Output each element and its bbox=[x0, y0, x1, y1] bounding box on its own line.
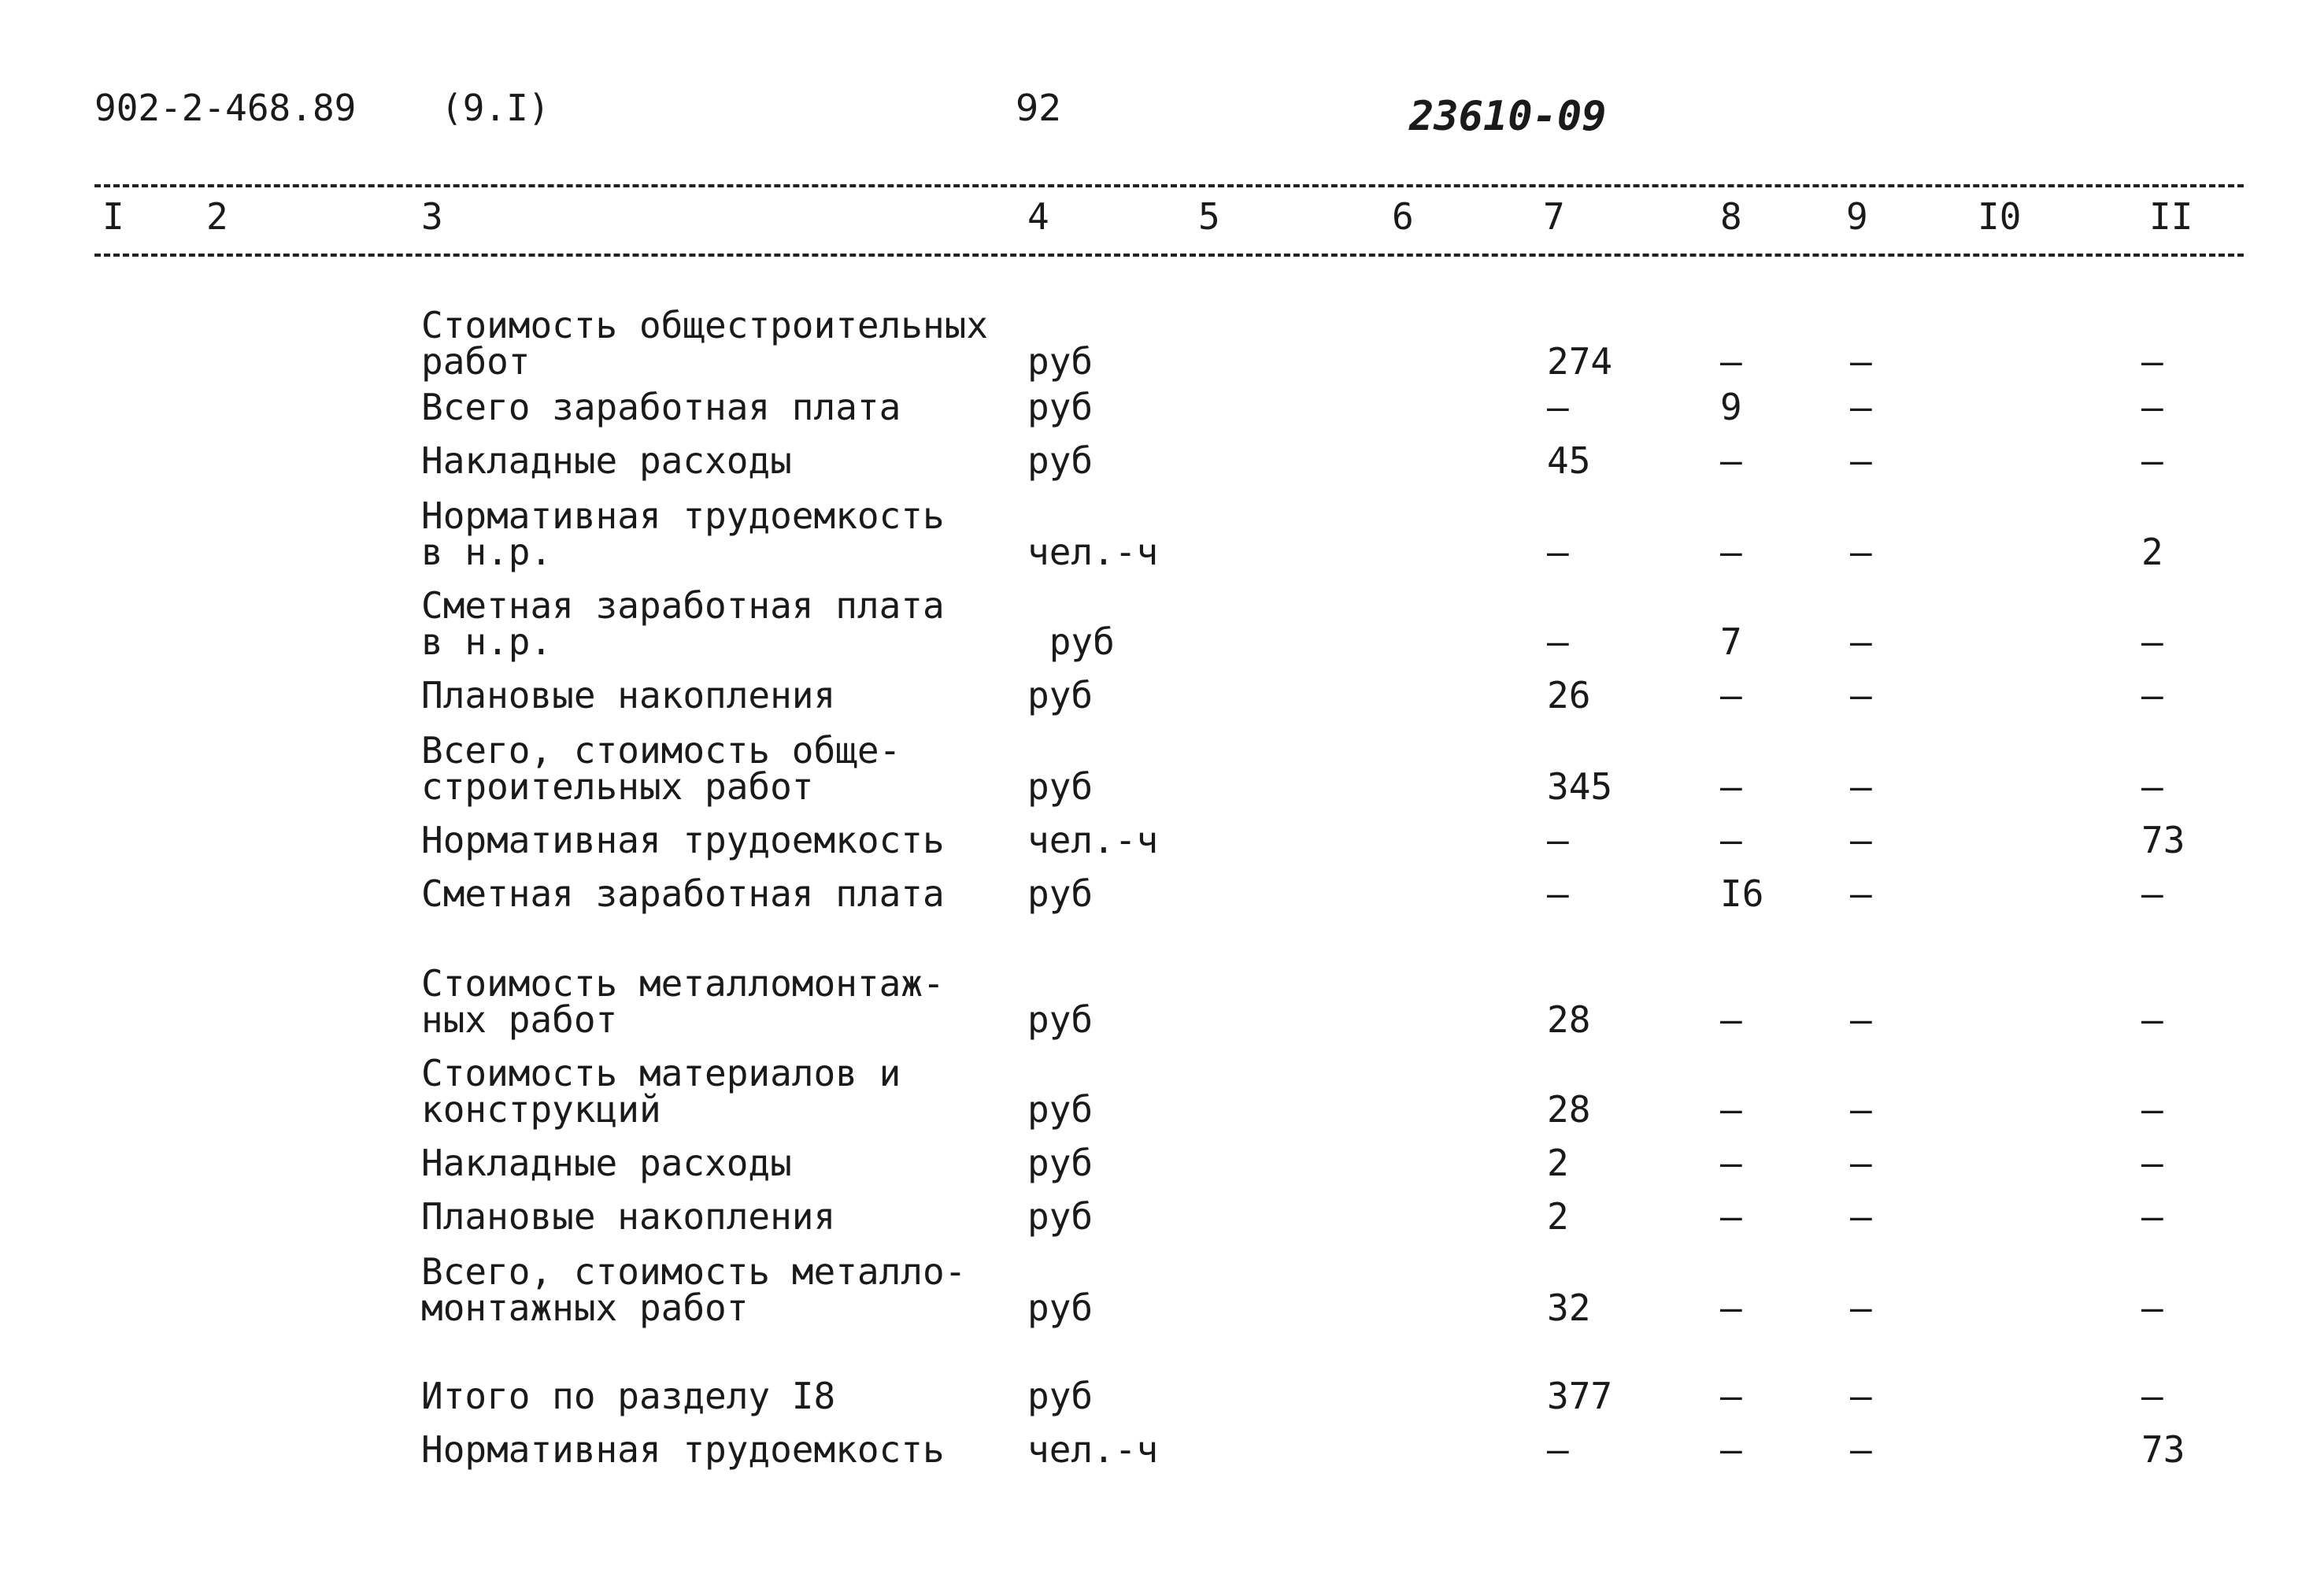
row-cell-c8: – bbox=[1720, 998, 1742, 1041]
row-cell-c11: – bbox=[2141, 340, 2163, 383]
row-cell-c9: – bbox=[1850, 819, 1872, 861]
table-header-rule bbox=[94, 254, 2244, 257]
row-label: Накладные расходы bbox=[421, 1142, 792, 1184]
document-subcode: (9.I) bbox=[441, 87, 550, 129]
row-cell-c4: руб bbox=[1027, 340, 1094, 383]
row-cell-c8: – bbox=[1720, 1195, 1742, 1238]
row-cell-c8: – bbox=[1720, 531, 1742, 573]
row-cell-c8: – bbox=[1720, 1088, 1742, 1131]
row-cell-c8: – bbox=[1720, 765, 1742, 808]
row-cell-c9: – bbox=[1850, 1287, 1872, 1329]
row-cell-c4: руб bbox=[1027, 1195, 1094, 1238]
row-cell-c7: – bbox=[1547, 620, 1569, 663]
row-cell-c7: 2 bbox=[1547, 1195, 1569, 1238]
column-number: 8 bbox=[1720, 195, 1742, 238]
row-label: Стоимость материалов и конструкций bbox=[421, 1052, 901, 1131]
row-cell-c11: – bbox=[2141, 1142, 2163, 1184]
row-cell-c11: – bbox=[2141, 1287, 2163, 1329]
row-label: Нормативная трудоемкость в н.р. bbox=[421, 494, 945, 573]
row-cell-c9: – bbox=[1850, 439, 1872, 482]
row-cell-c9: – bbox=[1850, 765, 1872, 808]
row-cell-c11: 73 bbox=[2141, 819, 2185, 861]
row-cell-c11: – bbox=[2141, 620, 2163, 663]
column-number: 5 bbox=[1198, 195, 1220, 238]
row-cell-c4: руб bbox=[1027, 1287, 1094, 1329]
row-cell-c7: – bbox=[1547, 819, 1569, 861]
row-cell-c11: – bbox=[2141, 998, 2163, 1041]
row-cell-c7: 45 bbox=[1547, 439, 1591, 482]
row-cell-c4: руб bbox=[1027, 386, 1094, 428]
document-code: 902-2-468.89 bbox=[94, 87, 357, 129]
row-label: Сметная заработная плата в н.р. bbox=[421, 584, 945, 663]
row-cell-c8: – bbox=[1720, 340, 1742, 383]
row-label: Всего, стоимость обще- строительных работ bbox=[421, 729, 901, 808]
row-label: Плановые накопления bbox=[421, 1195, 836, 1238]
table-top-rule bbox=[94, 184, 2244, 187]
row-cell-c9: – bbox=[1850, 998, 1872, 1041]
row-label: Стоимость общестроительных работ bbox=[421, 304, 989, 383]
row-cell-c7: 26 bbox=[1547, 674, 1591, 716]
column-number: 3 bbox=[421, 195, 443, 238]
row-label: Плановые накопления bbox=[421, 674, 836, 716]
row-cell-c4: чел.-ч bbox=[1027, 531, 1159, 573]
row-cell-c8: – bbox=[1720, 1142, 1742, 1184]
row-cell-c8: I6 bbox=[1720, 872, 1764, 915]
column-number: 2 bbox=[206, 195, 228, 238]
row-cell-c4: руб bbox=[1027, 1375, 1094, 1417]
row-cell-c9: – bbox=[1850, 674, 1872, 716]
row-cell-c11: 2 bbox=[2141, 531, 2163, 573]
row-cell-c4: руб bbox=[1027, 674, 1094, 716]
row-cell-c8: 9 bbox=[1720, 386, 1742, 428]
row-cell-c11: – bbox=[2141, 439, 2163, 482]
row-cell-c8: – bbox=[1720, 819, 1742, 861]
row-cell-c9: – bbox=[1850, 1375, 1872, 1417]
row-cell-c9: – bbox=[1850, 620, 1872, 663]
column-number: 9 bbox=[1846, 195, 1868, 238]
row-cell-c4: руб bbox=[1027, 765, 1094, 808]
row-cell-c4: руб bbox=[1027, 439, 1094, 482]
row-cell-c4: чел.-ч bbox=[1027, 819, 1159, 861]
row-cell-c8: – bbox=[1720, 1287, 1742, 1329]
row-label: Сметная заработная плата bbox=[421, 872, 945, 915]
row-cell-c9: – bbox=[1850, 531, 1872, 573]
row-cell-c7: 274 bbox=[1547, 340, 1613, 383]
page-number: 92 bbox=[1016, 87, 1062, 129]
row-cell-c7: – bbox=[1547, 1428, 1569, 1471]
row-cell-c11: – bbox=[2141, 386, 2163, 428]
row-cell-c9: – bbox=[1850, 1195, 1872, 1238]
row-cell-c7: 377 bbox=[1547, 1375, 1613, 1417]
row-cell-c4: чел.-ч bbox=[1027, 1428, 1159, 1471]
column-number: 4 bbox=[1027, 195, 1049, 238]
row-label: Нормативная трудоемкость bbox=[421, 1428, 945, 1471]
row-cell-c11: – bbox=[2141, 1195, 2163, 1238]
row-cell-c7: 32 bbox=[1547, 1287, 1591, 1329]
column-number: I bbox=[102, 195, 124, 238]
row-cell-c4: руб bbox=[1027, 998, 1094, 1041]
row-cell-c4: руб bbox=[1027, 620, 1115, 663]
column-number: 6 bbox=[1392, 195, 1414, 238]
row-cell-c7: 2 bbox=[1547, 1142, 1569, 1184]
row-cell-c4: руб bbox=[1027, 1142, 1094, 1184]
row-cell-c9: – bbox=[1850, 872, 1872, 915]
row-cell-c11: – bbox=[2141, 674, 2163, 716]
row-label: Всего заработная плата bbox=[421, 386, 901, 428]
row-label: Нормативная трудоемкость bbox=[421, 819, 945, 861]
row-cell-c7: – bbox=[1547, 386, 1569, 428]
row-label: Всего, стоимость металло- монтажных работ bbox=[421, 1250, 967, 1329]
row-label: Стоимость металломонтаж- ных работ bbox=[421, 962, 945, 1041]
row-cell-c11: – bbox=[2141, 765, 2163, 808]
row-cell-c8: – bbox=[1720, 1428, 1742, 1471]
row-cell-c11: 73 bbox=[2141, 1428, 2185, 1471]
row-cell-c8: – bbox=[1720, 674, 1742, 716]
row-cell-c9: – bbox=[1850, 1142, 1872, 1184]
row-cell-c7: – bbox=[1547, 872, 1569, 915]
inventory-number: 23610-09 bbox=[1409, 93, 1607, 140]
row-cell-c4: руб bbox=[1027, 872, 1094, 915]
row-label: Накладные расходы bbox=[421, 439, 792, 482]
row-cell-c8: 7 bbox=[1720, 620, 1742, 663]
column-number: I0 bbox=[1978, 195, 2022, 238]
row-cell-c11: – bbox=[2141, 1375, 2163, 1417]
row-cell-c7: – bbox=[1547, 531, 1569, 573]
row-cell-c11: – bbox=[2141, 872, 2163, 915]
row-cell-c8: – bbox=[1720, 439, 1742, 482]
row-cell-c7: 28 bbox=[1547, 1088, 1591, 1131]
row-cell-c11: – bbox=[2141, 1088, 2163, 1131]
row-cell-c9: – bbox=[1850, 386, 1872, 428]
row-cell-c7: 345 bbox=[1547, 765, 1613, 808]
row-cell-c9: – bbox=[1850, 340, 1872, 383]
row-cell-c8: – bbox=[1720, 1375, 1742, 1417]
row-cell-c7: 28 bbox=[1547, 998, 1591, 1041]
row-cell-c4: руб bbox=[1027, 1088, 1094, 1131]
row-label: Итого по разделу I8 bbox=[421, 1375, 836, 1417]
row-cell-c9: – bbox=[1850, 1428, 1872, 1471]
row-cell-c9: – bbox=[1850, 1088, 1872, 1131]
column-number: II bbox=[2149, 195, 2193, 238]
column-number: 7 bbox=[1543, 195, 1565, 238]
